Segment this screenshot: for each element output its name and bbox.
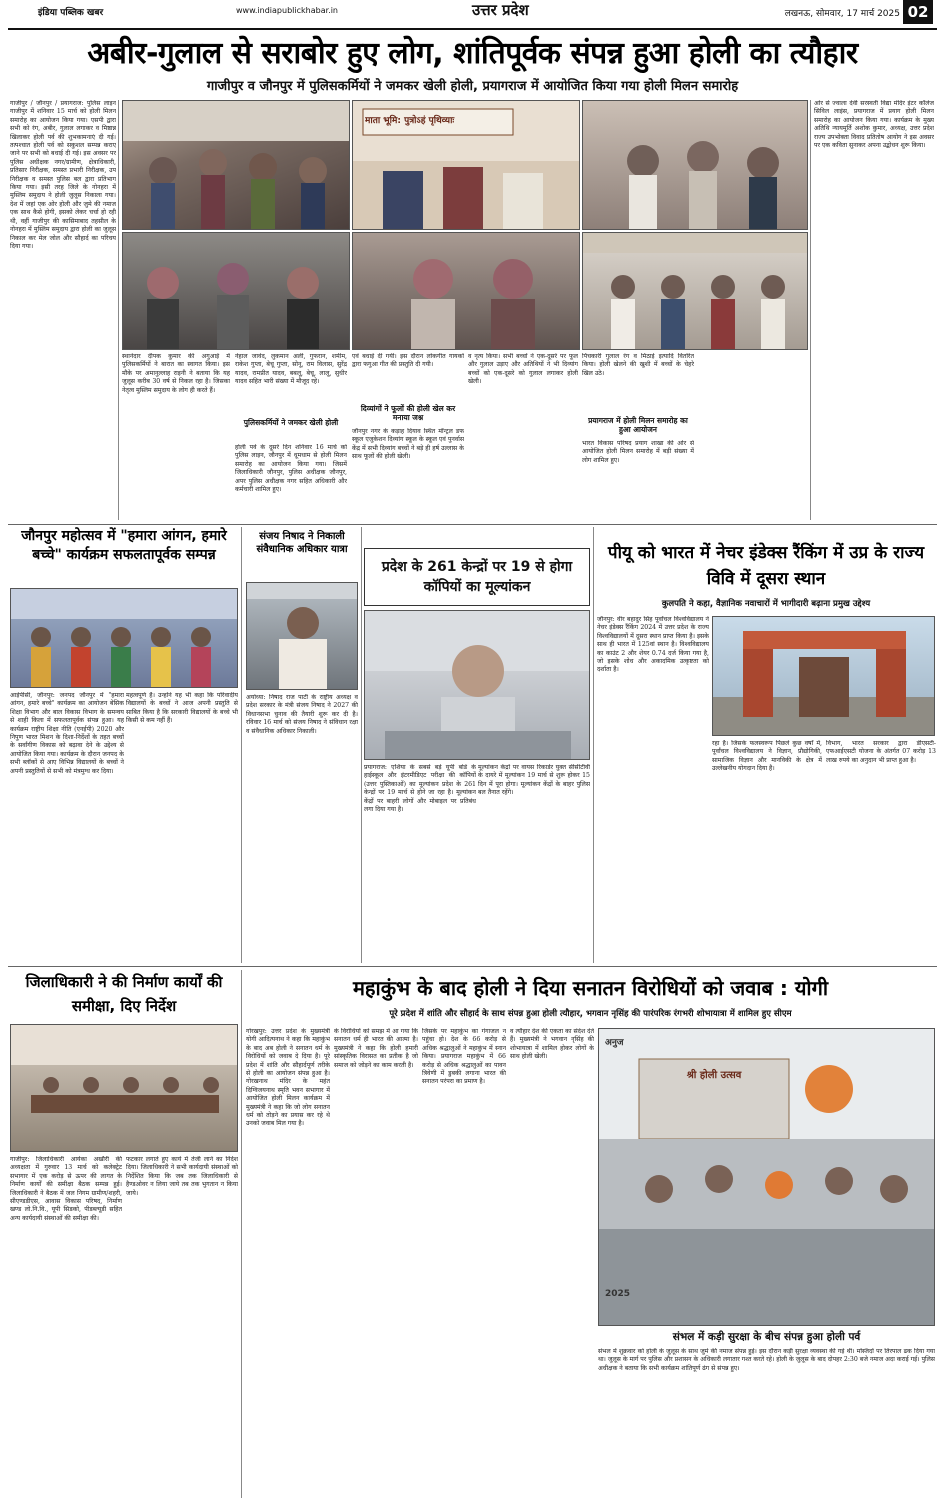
yogi-col-1: गोरखपुर: उत्तर प्रदेश के मुख्यमंत्री योगी आदित्यनाथ ने कहा कि महाकुंभ के बाद अब होली ने सनातन धर्म के विरोधियों को जवाब दे दिया है। पूरे प्रदेश में शांति और सौहार्दपूर्ण तरीके से होली का आयोजन संपन्न हुआ है। गोरखनाथ मंदिर के महंत दिग्विजयनाथ स्मृति भवन सभागार में आयोजित होली मिलन कार्यक्रम में मुख्यमंत्री ने कहा कि जो लोग सनातन धर्म को तोड़ने का प्रयास कर रहे थे उनको जवाब मिल गया है। <box>246 1028 330 1128</box>
section-title: उत्तर प्रदेश <box>472 1 529 19</box>
photo-colored-faces-art <box>123 233 350 350</box>
jaunpur-body-1: आईपीसी, जौनपुर: जनपद जौनपुर में "हमारा आंगन, हमारे बच्चे" कार्यक्रम का आयोजन बेसिक शिक्षा विभाग और बाल विकास विभाग के समन्वय से शाही किला में सफलतापूर्वक संपन्न हुआ। यह कार्यक्रम राष्ट्रीय शिक्षा नीति (एनईपी) 2020 और निपुण भारत मिशन के दिशा-निर्देशों के तहत बच्चों के सर्वांगीण विकास को बढ़ावा देने के उद्देश्य से आयोजित किया गया। कार्यक्रम के दौरान जनपद के सभी ब्लॉकों से आए विभिन्न विद्यालयों के बच्चों ने अपनी प्रस्तुतियों से सभी को मंत्रमुग्ध कर दिया। <box>10 692 124 775</box>
pu-body-1: जौनपुर: वीर बहादुर सिंह पूर्वांचल विश्वविद्यालय ने नेचर इंडेक्स रैंकिंग 2024 में उत्तर प्रदेश के राज्य विश्वविद्यालयों में दूसरा स्थान प्राप्त किया है। इसके साथ ही भारत में 125वां स्थान है। विश्वविद्यालय का काउंट 2 और शेयर 0.74 दर्ज किया गया है, जो इसके शोध और अकादमिक उत्कृष्टता को दर्शाता है। <box>597 616 709 674</box>
caption-sambhal: संभल में कड़ी सुरक्षा के बीच संपन्न हुआ होली पर्व <box>672 1331 861 1343</box>
photo-university-gate <box>712 616 935 736</box>
photo-stage <box>352 100 580 230</box>
headline-holi: अबीर-गुलाल से सराबोर हुए लोग, शांतिपूर्वक संपन्न हुआ होली का त्यौहार <box>87 36 858 71</box>
photo-nishad <box>246 582 358 690</box>
yogi-col-2: के विरोधियों को समझ में आ गया कि सनातन धर्म ही भारत की आत्मा है। मुख्यमंत्री ने कहा कि होली हमारी सांस्कृतिक विरासत का प्रतीक है जो समाज को जोड़ने का काम करती है। <box>334 1028 418 1069</box>
section-rule <box>8 524 937 525</box>
headline-yogi: महाकुंभ के बाद होली ने दिया सनातन विरोधियों को जवाब : योगी <box>352 976 829 1000</box>
section-rule <box>8 966 937 967</box>
yogi-banner-text: श्री होली उत्सव <box>686 1070 742 1081</box>
yogi-col-4: व त्यौहार देश की एकता का संदेश देते हैं। मुख्यमंत्री ने भगवान नृसिंह की शोभायात्रा में शामिल होकर लोगों के साथ होली खेली। <box>510 1028 594 1061</box>
col-divider <box>241 527 242 963</box>
holi-col-5: व नृत्य किया। सभी बच्चों ने एक-दूसरे पर फूल और गुलाल उड़ाए और अतिथियों ने भी दिव्यांग बच्चों को एक-दूसरे को गुलाल लगाकर होली खेली। <box>468 353 578 386</box>
exam-body-1: प्रयागराज: एशिया के सबसे बड़े यूपी बोर्ड के हाईस्कूल और इंटरमीडिएट परीक्षा की कॉपियों (उत्तर पुस्तिकाओं) का मूल्यांकन प्रदेश के 261 केन्द्रों पर 19 मार्च से होने जा रहा है। मूल्यांकन केंद्रों पर बाहरी लोगों और मोबाइल पर प्रतिबंध लगा दिया गया है। <box>364 764 476 814</box>
holi-col-3b: होली पर्व के दूसरे दिन शनिवार 16 मार्च को पुलिस लाइन, जौनपुर में धूमधाम से होली मिलन समारोह का आयोजन किया गया। जिसमें जिलाधिकारी जौनपुर, पुलिस अधीक्षक जौनपुर, अपर पुलिस अधीक्षक नगर सहित अधिकारी और कर्मचारी शामिल हुए। <box>235 444 347 494</box>
holi-sub-divyang: दिव्यांगों ने फूलों की होली खेल कर मनाया जश्न <box>360 404 456 422</box>
pu-body-3: विभाग, भारत सरकार द्वारा डीएसटी-एफआईएसटी योजना के अंतर्गत 07 करोड़ 13 लाख रुपये का अनुदान भी प्राप्त हुआ है। <box>826 740 936 764</box>
photo-dm-meeting <box>10 1024 238 1152</box>
dm-body-1: गाजीपुर: जिलाधिकारी आर्यका अखौरी की अध्यक्षता में गुरुवार 13 मार्च को कलेक्ट्रेट सभागार में एक करोड़ से ऊपर की लागत के निर्माण कार्यों की समीक्षा बैठक सम्पन्न हुई। जिलाधिकारी ने बैठक में जल निगम ग्रामीण/शहरी, सीएण्डडीएस, आवास विकास परिषद, निर्माण खण्ड लो.नि.वि., यूपी सिडको, पीडब्ल्यूडी सहित अन्य कार्यदायी संस्थाओं की समीक्षा की। <box>10 1156 122 1222</box>
col-divider <box>361 527 362 963</box>
photo-dm-meeting-art <box>11 1025 238 1152</box>
holi-col-4b: जौनपुर नगर के कड़ाह दियाव स्थित मॉन्ट्रल डफ स्कूल एजुकेशन दिव्यांग स्कूल के स्कूल एवं पुनर्वास केंद्र में सभी दिव्यांग बच्चों ने बड़े ही हर्ष उल्लास के साथ फूलों की होली खेली। <box>352 428 464 461</box>
holi-sub-police: पुलिसकर्मियों ने जमकर खेली होली <box>243 418 339 427</box>
photo-nishad-art <box>247 583 358 690</box>
holi-col-3: नेहाल जावेद, लुकमान अली, गुफरान, शमीम, राकेश गुप्ता, बेचू गुप्ता, सोनू, राम विलास, सुरेंद्र यादव, रामप्रीत यादव, बबलू, बेचू, लालू, सुधीर यादव सहित भारी संख्या में मौजूद रहे। <box>235 353 347 386</box>
photo-rang-art <box>353 233 580 350</box>
col-divider <box>118 100 119 520</box>
pu-body-2: रहा है। जिसके फलस्वरूप पिछले कुछ वर्षों में, पूर्वांचल विश्वविद्यालय ने विज्ञान, प्रौद्योगिकी, सामाजिक विज्ञान और मानविकी के क्षेत्र में उल्लेखनीय योगदान दिया है। <box>712 740 822 773</box>
stage-banner-text: माता भूमि: पुत्रोऽहं पृथिव्याः <box>365 116 455 126</box>
issue-date: लखनऊ, सोमवार, 17 मार्च 2025 <box>784 9 900 19</box>
headline-dm: जिलाधिकारी ने की निर्माण कार्यों की समीक्षा, दिए निर्देश <box>25 973 223 1015</box>
headline-jaunpur: जौनपुर महोत्सव में "हमारा आंगन, हमारे बच्चे" कार्यक्रम सफलतापूर्वक सम्पन्न <box>21 528 227 563</box>
sambhal-body: संभल में शुक्रवार को होली के जुलूस के साथ जुमे की नमाज संपन्न हुई। इस दौरान कड़ी सुरक्षा व्यवस्था की गई थी। मस्जिदों पर तिरपाल ढक दिया गया था। जुलूस के मार्ग पर पुलिस और प्रशासन के अधिकारी लगातार गश्त करते रहे। होली के जुलूस के बाद दोपहर 2:30 बजे नमाज अदा कराई गई। पुलिस अधीक्षक ने बताया कि सभी कार्यक्रम शांतिपूर्ण ढंग से संपन्न हुए। <box>598 1348 935 1372</box>
photo-rang <box>352 232 580 350</box>
yogi-col-3: जिसके पर महाकुंभ का गंगाजल न पहुंचा हो। देश के 66 करोड़ से अधिक श्रद्धालुओं ने महाकुंभ में स्नान किया। प्रयागराज महाकुंभ में 66 करोड़ से अधिक श्रद्धालुओं का पावन त्रिवेणी में डुबकी लगाना भारत की सनातन परंपरा का प्रमाण है। <box>422 1028 506 1086</box>
col-divider <box>810 100 811 520</box>
headline-nishad: संजय निषाद ने निकाली संवैधानिक अधिकार यात्रा <box>256 531 348 555</box>
yogi-banner-left: अनुज <box>605 1038 624 1048</box>
exam-body-2: मूल्यांकन केंद्रों पर वायस रिकार्डर युक्त सीसीटीवी के दायरे में मूल्यांकन 19 मार्च से शुरू होकर 15 दिन में पूरा होगा। मूल्यांकन केंद्रों के बाहर पुलिस बल तैनात रहेंगे। <box>478 764 590 797</box>
photo-police-holi <box>122 100 350 230</box>
photo-holi-milan-art <box>583 101 808 230</box>
photo-yogi-procession <box>598 1028 935 1326</box>
holi-col-7: ओर से ज्वाला देवी सरस्वती विद्या मंदिर इंटर कॉलेज सिविल लाइंस, प्रयागराज में प्रयाग होली मिलन समारोह का आयोजन किया गया। कार्यक्रम के मुख्य अतिथि न्यायमूर्ति अशोक कुमार, अध्यक्ष, उत्तर प्रदेश राज्य उपभोक्ता विवाद प्रतितोष आयोग ने इस अवसर पर एक कविता सुनाकर अपना उद्बोधन शुरू किया। <box>814 100 934 150</box>
subhead-yogi: पूरे प्रदेश में शांति और सौहार्द के साथ संपन्न हुआ होली त्यौहार, भगवान नृसिंह की पारंपरिक रंगभरी शोभायात्रा में शामिल हुए सीएम <box>389 1009 792 1019</box>
photo-children <box>10 588 238 688</box>
photo-police-holi-art <box>123 101 350 230</box>
photo-prayagraj <box>582 232 808 350</box>
masthead-rule <box>8 28 937 30</box>
subhead-holi: गाजीपुर व जौनपुर में पुलिसकर्मियों ने जमकर खेली होली, प्रयागराज में आयोजित किया गया होली मिलन समारोह <box>206 79 739 94</box>
holi-col-6b: भारत विकास परिषद प्रयाग शाखा की ओर से आयोजित होली मिलन समारोह में बड़ी संख्या में लोग शामिल हुए। <box>582 440 694 464</box>
photo-prayagraj-art <box>583 233 808 350</box>
headline-exam: प्रदेश के 261 केन्द्रों पर 19 से होगा कॉपियों का मूल्यांकन <box>364 548 590 606</box>
photo-exam-art <box>365 611 590 760</box>
paper-name: इंडिया पब्लिक खबर <box>38 8 104 18</box>
page-number: 02 <box>903 0 933 24</box>
col-divider <box>593 527 594 963</box>
jaunpur-body-2: महत्वपूर्ण है। उन्होंने यह भी कहा कि परिवादीय विद्यालयों के बच्चों ने आज अपनी प्रस्तुति से साबित किया है कि सरकारी विद्यालयों के बच्चे भी किसी से कम नहीं हैं। <box>126 692 238 725</box>
headline-pu: पीयू को भारत में नेचर इंडेक्स रैंकिंग में उप्र के राज्य विवि में दूसरा स्थान <box>607 543 925 589</box>
masthead <box>0 0 945 36</box>
col-divider <box>241 970 242 1498</box>
photo-gate-art <box>713 617 935 736</box>
subhead-pu: कुलपति ने कहा, वैज्ञानिक नवाचारों में भागीदारी बढ़ाना प्रमुख उद्देश्य <box>661 599 871 609</box>
paper-url[interactable]: www.indiapublickhabar.in <box>236 6 338 15</box>
holi-sub-prayagraj: प्रयागराज में होली मिलन समारोह का हुआ आयोजन <box>588 416 688 434</box>
photo-colored-faces <box>122 232 350 350</box>
holi-col-1: गाजीपुर / जौनपुर / प्रयागराज: पुलिस लाइन गाजीपुर में शनिवार 15 मार्च को होली मिलन समारोह का आयोजन किया गया। एसपी द्वारा सभी को रंग, अबीर, गुलाल लगाकर व मिष्ठान्न खिलाकर होली पर्व की शुभकामनाएं दी गई। तत्पश्चात होली पर्व को सकुशल सम्पन्न कराए जाने पर सभी को बधाई दी गई। इस अवसर पर पुलिस अधीक्षक नगर/ग्रामीण, क्षेत्राधिकारी, प्रतिसार निरीक्षक, समस्त प्रभारी निरीक्षक, उप निरीक्षक व समस्त पुलिस बल द्वारा प्रतिभाग किया गया। इसी तरह जिले के नोनहरा में मुस्लिम समुदाय ने होली जुलूस निकाला गया। देश में जहां एक ओर होली और जुमे की नमाज एक साथ कैसे होगी, इसको लेकर चर्चा हो रही थी, वहीं गाजीपुर की कासिमाबाद तहसील के नोनहरा में मुस्लिम समुदाय द्वारा होली का जुलूस निकाल कर मेल जोल और सौहार्द का परिचय दिया गया। <box>10 100 116 250</box>
yogi-banner-year: 2025 <box>605 1289 631 1299</box>
dm-body-2: फटकार लगाते हुए कार्य में तेजी लाने का निर्देश दिया। जिलाधिकारी ने सभी कार्यदायी संस्थाओं को निर्देशित किया कि जब तक जिलाधिकारी से हैण्डओवर न लिया जाये तब तक भुगतान न किया जाये। <box>126 1156 238 1197</box>
holi-col-2: स्थानेदार दीपक कुमार की अगुआई में पुलिसकर्मियों ने बारात का स्वागत किया। इस मौके पर अमानुल्लाह राइनी ने बताया कि यह जुलूस करीब 30 वर्ष से निकल रहा है। जिसका नेतृत्व मुस्लिम समुदाय के लोग ही करते हैं। <box>122 353 230 394</box>
photo-holi-milan <box>582 100 808 230</box>
nishad-body-1: अयोध्या: निषाद राज पार्टी के राष्ट्रीय अध्यक्ष व प्रदेश सरकार के मंत्री संजय निषाद ने 2027 की विधानसभा चुनाव की तैयारी शुरू कर दी है। रविवार 16 मार्च को संजय निषाद ने संविधान रक्षा व संवैधानिक अधिकार निकाली। <box>246 694 358 735</box>
holi-col-4: एवं बधाई दी गयी। इस दौरान लोकगीत गायकों द्वारा फगुआ गीत की प्रस्तुति दी गयी। <box>352 353 464 369</box>
photo-exam-official <box>364 610 590 760</box>
holi-col-6: पिचकारी गुलाल रंग व मिठाई इत्यादि वितरित किया। होली खेलने की खुशी में बच्चों के चेहरे खिल उठे। <box>582 353 694 377</box>
photo-children-art <box>11 589 238 688</box>
